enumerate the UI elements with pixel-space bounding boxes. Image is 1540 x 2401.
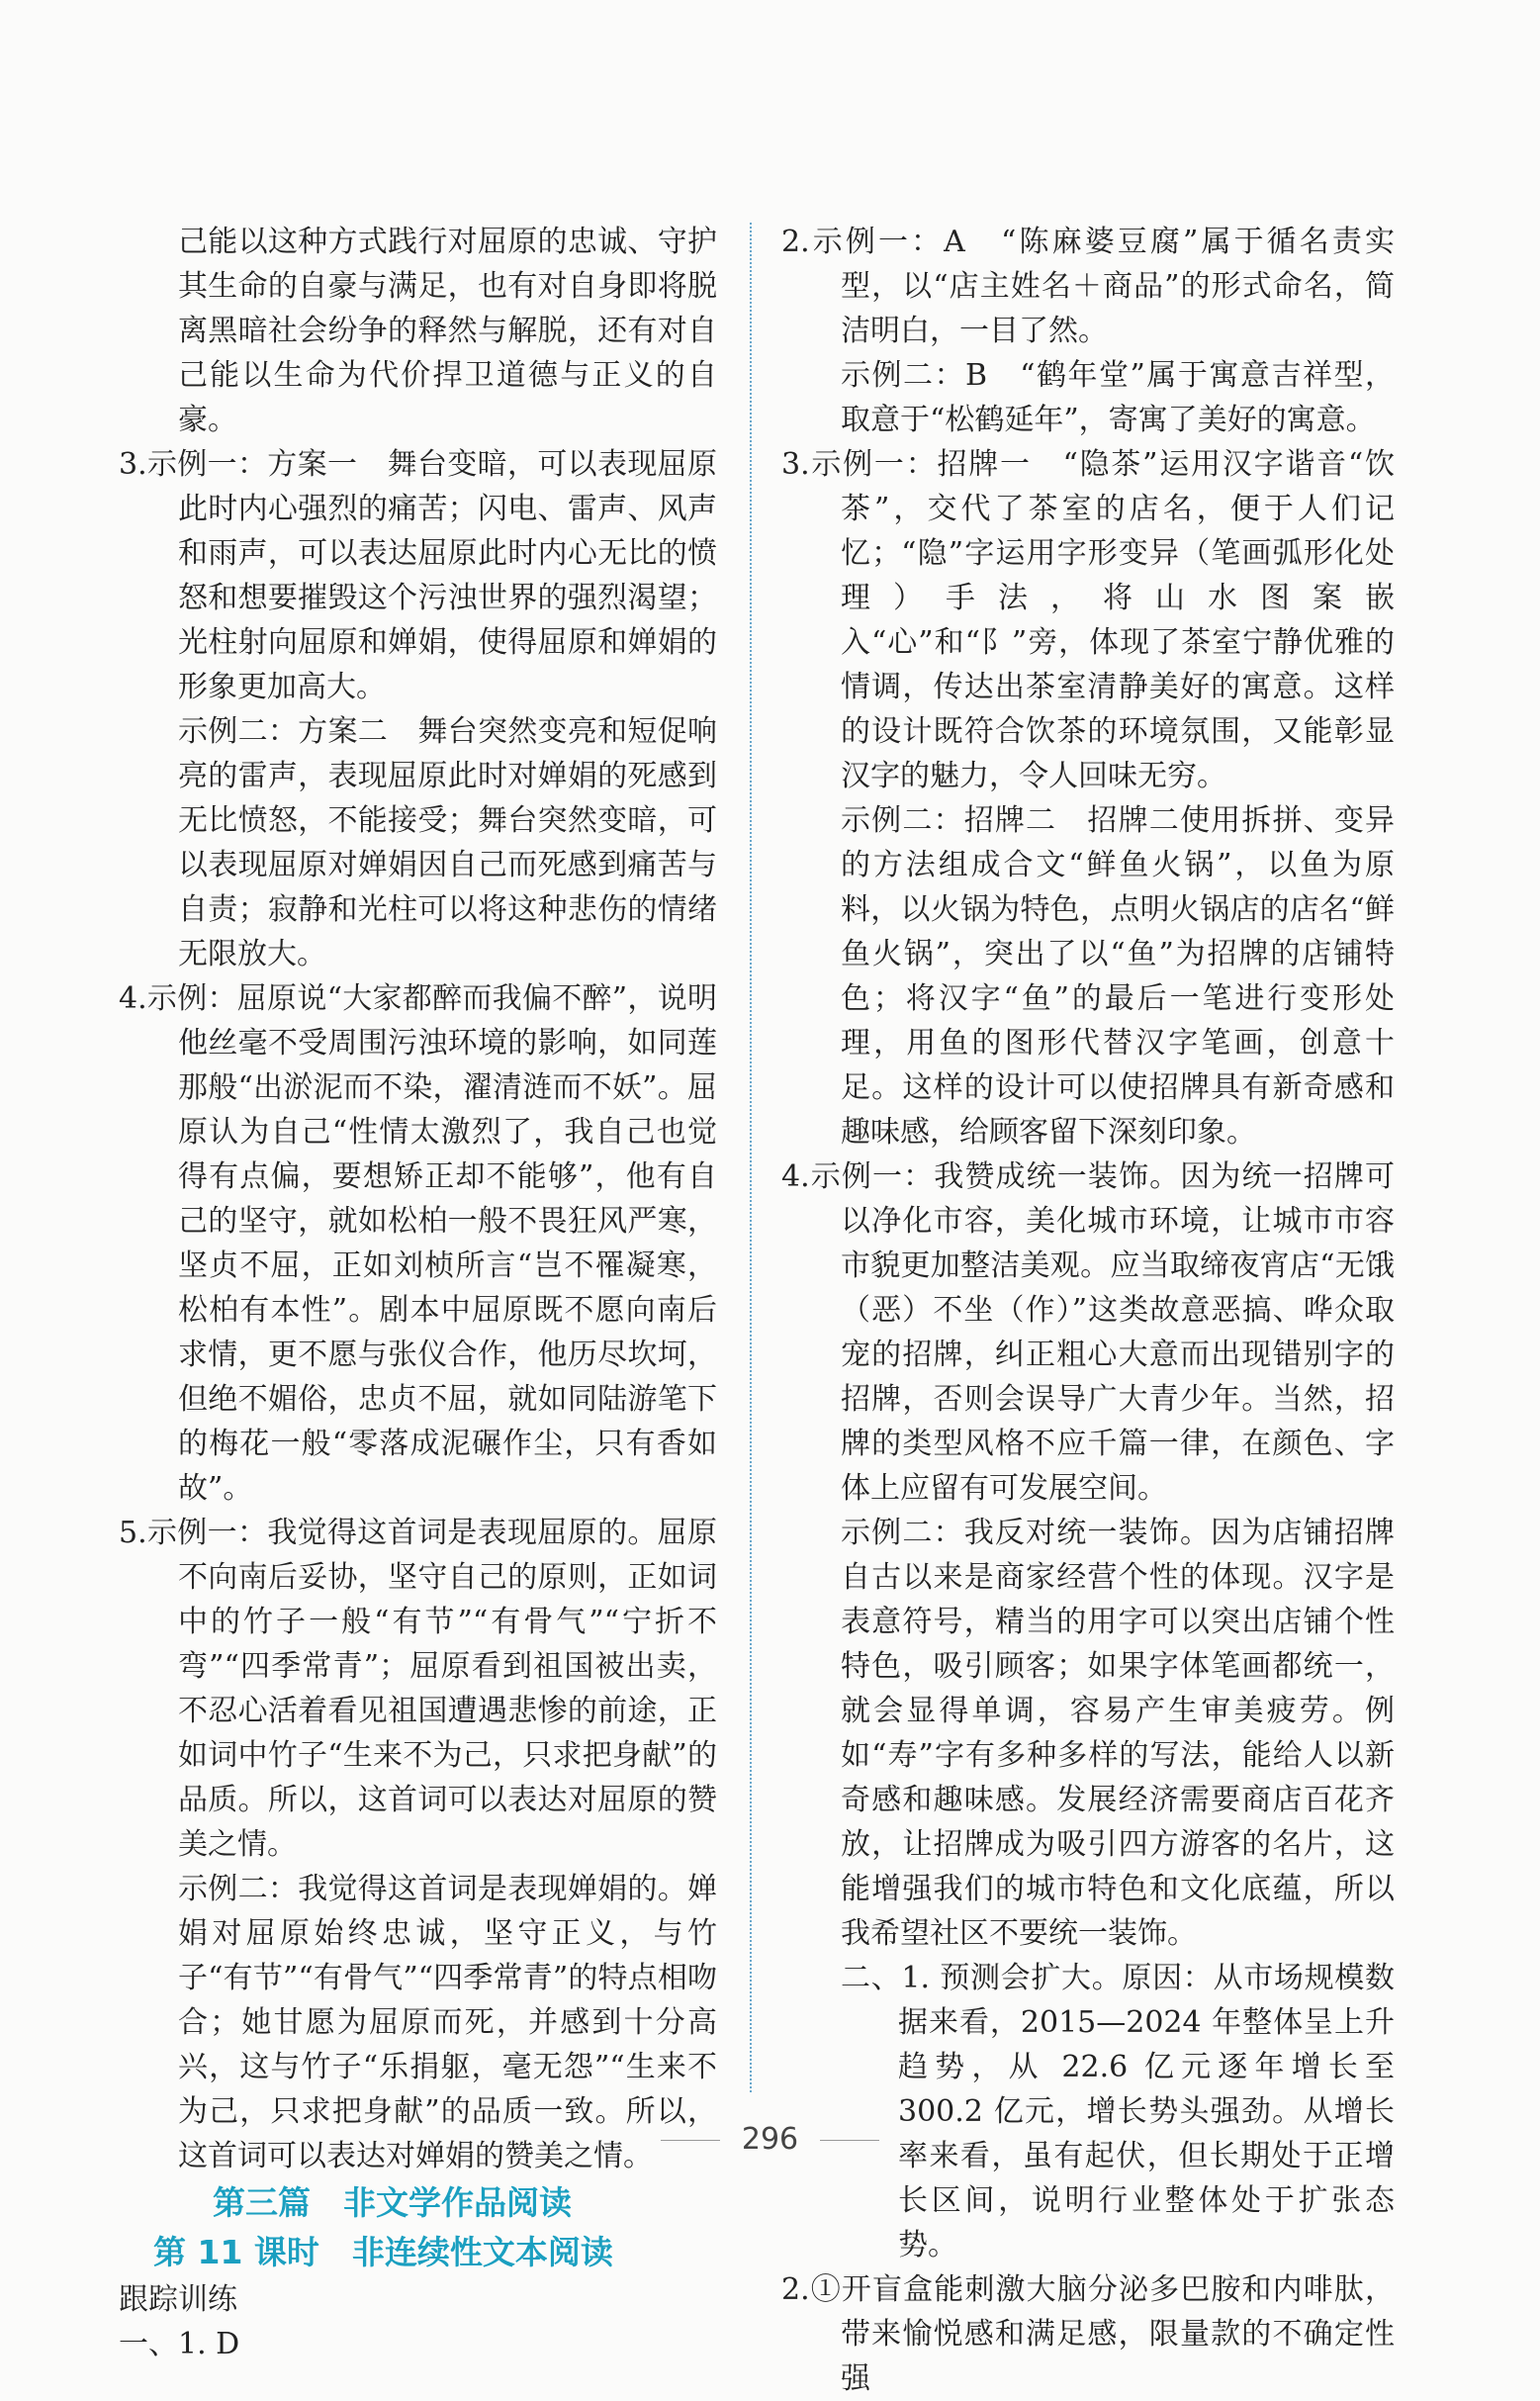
answer-4-example-2: 示例二：我反对统一装饰。因为店铺招牌自古以来是商家经营个性的体现。汉字是表意符号，精当的用字可以突出店铺个性特色，吸引顾客；如果字体笔画都统一，就会显得单调，容易产生审美疲劳。例如“寿”字有多种多样的写法，能给人以新奇感和趣味感。发展经济需要商店百花齐放，让招牌成为吸引四方游客的名片，这能增强我们的城市特色和文化底蕴，所以我希望社区不要统一装饰。 [841, 1516, 1395, 1951]
answer-3-example-1: 3.示例一：方案一 舞台变暗，可以表现屈原此时内心强烈的痛苦；闪电、雷声、风声和雨声，可以表达屈原此时内心无比的愤怒和想要摧毁这个污浊世界的强烈渴望；光柱射向屈原和婵娟，使得屈原和婵娟的形象更加高大。 [119, 447, 717, 704]
answer-5-example-2: 示例二：我觉得这首词是表现婵娟的。婵娟对屈原始终忠诚，坚守正义，与竹子“有节”“有骨气”“四季常青”的特点相吻合；她甘愿为屈原而死，并感到十分高兴，这与竹子“乐捐躯，毫无怨”“生来不为己，只求把身献”的品质一致。所以，这首词可以表达对婵娟的赞美之情。 [178, 1872, 717, 2173]
page-footer [0, 2122, 1540, 2157]
footer-rule-right [820, 2140, 879, 2141]
answer-part2-q1: 二、1. 预测会扩大。原因：从市场规模数据来看，2015—2024 年整体呈上升趋势，从 22.6 亿元逐年增长至 300.2 亿元，增长势头强劲。从增长率来看，虽有起伏，但长期处于正增长区间，说明行业整体处于扩张态势。 [841, 1961, 1395, 2262]
continuation-paragraph: 己能以这种方式践行对屈原的忠诚、守护其生命的自豪与满足，也有对自身即将脱离黑暗社会纷争的释然与解脱，还有对自己能以生命为代价捍卫道德与正义的自豪。 [178, 225, 717, 437]
page-number: 296 [741, 2122, 799, 2157]
footer-rule-left [661, 2140, 720, 2141]
left-column [119, 220, 717, 2366]
answer-2-example-1: 2.示例一：A “陈麻婆豆腐”属于循名责实型，以“店主姓名＋商品”的形式命名，简洁明白，一目了然。 [781, 225, 1395, 348]
answer-part2-q2: 2.①开盲盒能刺激大脑分泌多巴胺和内啡肽，带来愉悦感和满足感，限量款的不确定性强 [781, 2272, 1395, 2396]
answer-4-example-1: 4.示例一：我赞成统一装饰。因为统一招牌可以净化市容，美化城市环境，让城市市容市貌更加整洁美观。应当取缔夜宵店“无饿（恶）不坐（作）”这类故意恶搞、哗众取宠的招牌，纠正粗心大意而出现错别字的招牌，否则会误导广大青少年。当然，招牌的类型风格不应千篇一律，在颜色、字体上应留有可发展空间。 [781, 1159, 1395, 1506]
section-heading: 第三篇 非文学作品阅读 [213, 2183, 572, 2222]
answer-3-example-2-right: 示例二：招牌二 招牌二使用拆拼、变异的方法组成合文“鲜鱼火锅”，以鱼为原料，以火锅为特色，点明火锅店的店名“鲜鱼火锅”，突出了以“鱼”为招牌的店铺特色；将汉字“鱼”的最后一笔进行变形处理，用鱼的图形代替汉字笔画，创意十足。这样的设计可以使招牌具有新奇感和趣味感，给顾客留下深刻印象。 [841, 803, 1395, 1150]
answer-3-example-1-right: 3.示例一：招牌一 “隐茶”运用汉字谐音“饮茶”，交代了茶室的店名，便于人们记忆；“隐”字运用字形变异（笔画弧形化处理）手法，将山水图案嵌入“心”和“阝”旁，体现了茶室宁静优雅的情调，传达出茶室清静美好的寓意。这样的设计既符合饮茶的环境氛围，又能彰显汉字的魅力，令人回味无穷。 [781, 447, 1395, 793]
column-divider [750, 223, 752, 2092]
training-label: 跟踪训练 [119, 2282, 237, 2317]
answer-part1-q1: 一、1. D [119, 2327, 240, 2361]
lesson-heading: 第 11 课时 非连续性文本阅读 [153, 2233, 613, 2271]
answer-3-example-2: 示例二：方案二 舞台突然变亮和短促响亮的雷声，表现屈原此时对婵娟的死感到无比愤怒，不能接受；舞台突然变暗，可以表现屈原对婵娟因自己而死感到痛苦与自责；寂静和光柱可以将这种悲伤的情绪无限放大。 [178, 714, 717, 971]
answer-2-example-2: 示例二：B “鹤年堂”属于寓意吉祥型，取意于“松鹤延年”，寄寓了美好的寓意。 [841, 358, 1395, 437]
answer-4: 4.示例：屈原说“大家都醉而我偏不醉”，说明他丝毫不受周围污浊环境的影响，如同莲那般“出淤泥而不染，濯清涟而不妖”。屈原认为自己“性情太激烈了，我自己也觉得有点偏，要想矫正却不能够”，他有自己的坚守，就如松柏一般不畏狂风严寒，坚贞不屈，正如刘桢所言“岂不罹凝寒，松柏有本性”。剧本中屈原既不愿向南后求情，更不愿与张仪合作，他历尽坎坷，但绝不媚俗，忠贞不屈，就如同陆游笔下的梅花一般“零落成泥碾作尘，只有香如故”。 [119, 981, 717, 1506]
right-column [781, 220, 1395, 2401]
answer-5-example-1: 5.示例一：我觉得这首词是表现屈原的。屈原不向南后妥协，坚守自己的原则，正如词中的竹子一般“有节”“有骨气”“宁折不弯”“四季常青”；屈原看到祖国被出卖，不忍心活着看见祖国遭遇悲惨的前途，正如词中竹子“生来不为己，只求把身献”的品质。所以，这首词可以表达对屈原的赞美之情。 [119, 1516, 717, 1862]
